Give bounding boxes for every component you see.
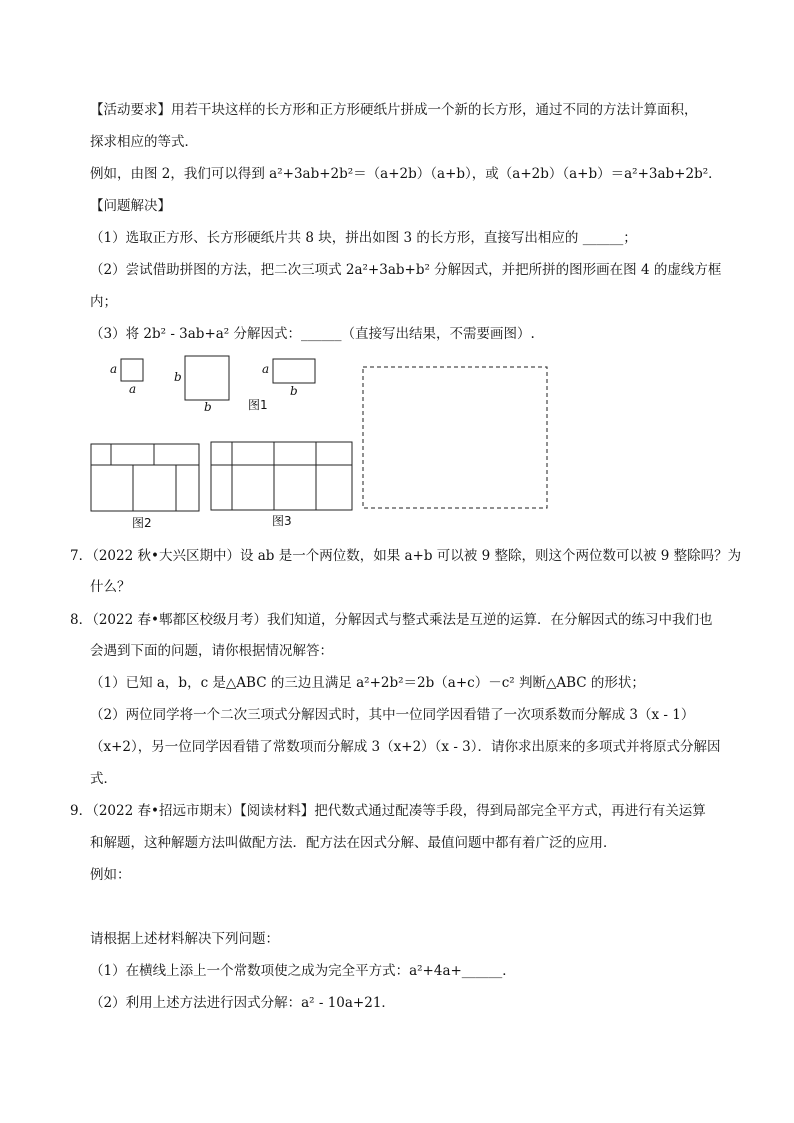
- requirement-tag: 【活动要求】: [90, 102, 171, 118]
- q8-sub2b: （x+2），另一位同学因看错了常数项而分解成 3（x+2）（x - 3）．请你求出原来的多项式并将原式分解因: [90, 739, 721, 755]
- activity-requirement-line2: 探求相应的等式．: [90, 134, 198, 150]
- requirement-text: 用若干块这样的长方形和正方形硬纸片拼成一个新的长方形，通过不同的方法计算面积，: [171, 102, 698, 118]
- fig1-var-a-bottom: a: [129, 382, 137, 396]
- q8-line2: 会遇到下面的问题，请你根据情况解答：: [90, 643, 333, 659]
- fig1-var-b-rect: b: [290, 384, 298, 398]
- q8-line1: 8．（2022 春•郫都区校级月考）我们知道，分解因式与整式乘法是互逆的运算．在分解因式的练习中我们也: [70, 612, 713, 628]
- q9-line4: 请根据上述材料解决下列问题：: [90, 931, 279, 947]
- fig3-diagram: [211, 442, 352, 510]
- activity-question-1: （1）选取正方形、长方形硬纸片共 8 块，拼出如图 3 的长方形，直接写出相应的 ______；: [90, 230, 637, 246]
- fig3-label: 图3: [272, 514, 292, 528]
- activity-question-3: （3）将 2b² - 3ab+a² 分解因式：______（直接写出结果，不需要画图）.: [90, 326, 535, 342]
- fig1-var-b-bottom: b: [204, 400, 212, 414]
- fig1-var-a-side: a: [110, 362, 118, 376]
- fig1-var-b-side: b: [174, 370, 182, 384]
- q7-line1: 7．（2022 秋•大兴区期中）设 ab 是一个两位数，如果 a+b 可以被 9 整除，则这个两位数可以被 9 整除吗？为: [70, 548, 742, 564]
- q9-sub2: （2）利用上述方法进行因式分解：a² - 10a+21．: [90, 995, 395, 1011]
- fig1-label: 图1: [248, 398, 268, 412]
- fig2-diagram: [91, 444, 199, 511]
- activity-question-2a: （2）尝试借助拼图的方法，把二次三项式 2a²+3ab+b² 分解因式，并把所拼的图形画在图 4 的虚线方框: [90, 262, 722, 278]
- q8-sub1: （1）已知 a，b，c 是△ABC 的三边且满足 a²+2b²＝2b（a+c）－c² 判断△ABC 的形状；: [90, 675, 645, 691]
- fig1-small-square: [121, 359, 143, 381]
- q9-line2: 和解题，这种解题方法叫做配方法．配方法在因式分解、最值问题中都有着广泛的应用．: [90, 835, 617, 851]
- q9-sub1: （1）在横线上添上一个常数项使之成为完全平方式：a²+4a+______．: [90, 963, 516, 979]
- activity-question-2b: 内；: [90, 294, 117, 310]
- q8-sub2c: 式．: [90, 771, 117, 787]
- fig4-dashed-box: [363, 367, 547, 508]
- fig1-big-square: [185, 356, 229, 400]
- q9-line1: 9．（2022 春•招远市期末）【阅读材料】把代数式通过配凑等手段，得到局部完全平方式，再进行有关运算: [70, 803, 706, 819]
- problem-solving-tag: 【问题解决】: [90, 198, 171, 214]
- q7-line2: 什么？: [90, 579, 131, 595]
- q9-line3: 例如：: [90, 867, 131, 883]
- fig1-var-a-rect: a: [262, 362, 270, 376]
- fig2-label: 图2: [132, 516, 152, 530]
- fig1-rectangle: [273, 359, 315, 383]
- activity-example: 例如，由图 2，我们可以得到 a²+3ab+2b²＝（a+2b）（a+b），或（a+2b）（a+b）＝a²+3ab+2b²．: [90, 166, 722, 182]
- q8-sub2a: （2）两位同学将一个二次三项式分解因式时，其中一位同学因看错了一次项系数而分解成 3（x - 1）: [90, 707, 695, 723]
